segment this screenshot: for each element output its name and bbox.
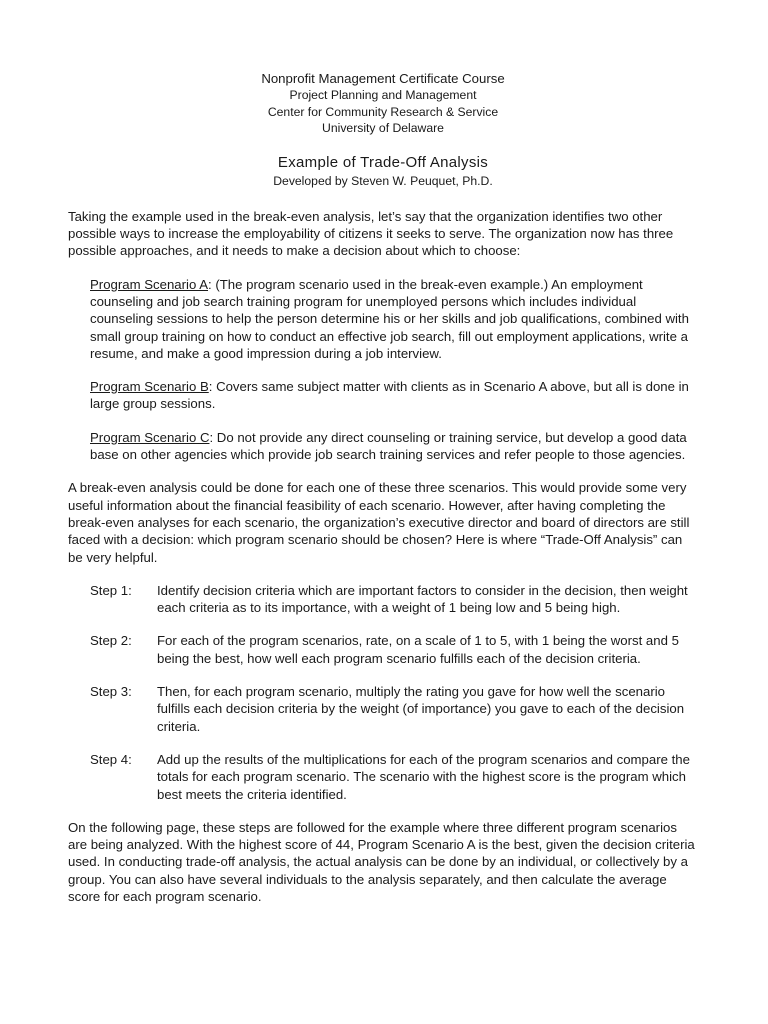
document-header bbox=[68, 70, 698, 137]
breakeven-paragraph: A break-even analysis could be done for each one of these three scenarios. This would provide some very useful information about the financial feasibility of each scenario. However, after having completing the break-even analyses for each scenario, the organization’s executive director and board of directors are still faced with a decision: which program scenario should be chosen? Here is where “Trade-Off Analysis” can be very helpful. bbox=[68, 480, 690, 565]
step-label: Step 1: bbox=[90, 582, 132, 598]
scenario-c-text: : Do not provide any direct counseling or training service, but develop a good data base on other agencies which provide job search training services and refer people to those agencies. bbox=[90, 429, 687, 463]
step-text: Add up the results of the multiplications for each of the program scenarios and compare the totals for each program scenario. The scenario with the highest score is the program which best meets the criteria identified. bbox=[157, 751, 690, 802]
header-line-3: Center for Community Research & Service bbox=[267, 104, 499, 119]
step-2 bbox=[90, 632, 698, 667]
document-author: Developed by Steven W. Peuquet, Ph.D. bbox=[273, 173, 493, 188]
step-text: Identify decision criteria which are important factors to consider in the decision, then weight each criteria as to its importance, with a weight of 1 being low and 5 being high. bbox=[157, 582, 688, 616]
scenario-a-label: Program Scenario A bbox=[90, 276, 209, 292]
step-text: Then, for each program scenario, multiply the rating you gave for how well the scenario fulfills each decision criteria by the weight (of importance) you gave to each of the decision criteria. bbox=[157, 684, 685, 734]
title-block bbox=[68, 153, 698, 189]
scenario-c bbox=[90, 429, 698, 464]
header-line-4: University of Delaware bbox=[322, 121, 444, 136]
closing-paragraph: On the following page, these steps are followed for the example where three different program scenarios are being analyzed. With the highest score of 44, Program Scenario A is the best, given the decision criteria used. In conducting trade-off analysis, the actual analysis can be done by an individual, or collectively by a group. You can also have several individuals to the analysis separately, and then calculate the average score for each program scenario. bbox=[68, 819, 695, 904]
scenario-b bbox=[90, 378, 698, 413]
scenario-b-text: : Covers same subject matter with clients as in Scenario A above, but all is done in large group sessions. bbox=[90, 379, 689, 412]
document-title: Example of Trade-Off Analysis bbox=[277, 153, 489, 171]
intro-paragraph: Taking the example used in the break-even analysis, let’s say that the organization identifies two other possible ways to increase the employability of citizens it seeks to serve. The organization now has three possible approaches, and it needs to make a decision about which to choose: bbox=[68, 208, 674, 259]
step-1 bbox=[90, 582, 698, 617]
steps-list bbox=[68, 582, 698, 803]
scenario-c-label: Program Scenario C bbox=[90, 429, 210, 445]
step-label: Step 3: bbox=[90, 684, 132, 700]
scenario-a bbox=[90, 276, 698, 362]
step-4 bbox=[90, 751, 698, 803]
header-line-2: Project Planning and Management bbox=[289, 88, 477, 103]
scenario-a-text: : (The program scenario used in the break-even example.) An employment counseling and job search training program for unemployed persons which includes individual counseling sessions to help the person determine his or her skills and job qualifications, combined with small group training on how to conduct an effective job search, fill out employment applications, write a resume, and make a good impression during a job interview. bbox=[90, 276, 689, 361]
step-label: Step 4: bbox=[90, 751, 132, 767]
step-3 bbox=[90, 683, 698, 735]
step-text: For each of the program scenarios, rate, on a scale of 1 to 5, with 1 being the worst and 5 being the best, how well each program scenario fulfills each of the decision criteria. bbox=[157, 633, 679, 666]
scenario-b-label: Program Scenario B bbox=[90, 379, 209, 395]
course-name: Nonprofit Management Certificate Course bbox=[261, 71, 505, 86]
step-label: Step 2: bbox=[90, 633, 132, 649]
